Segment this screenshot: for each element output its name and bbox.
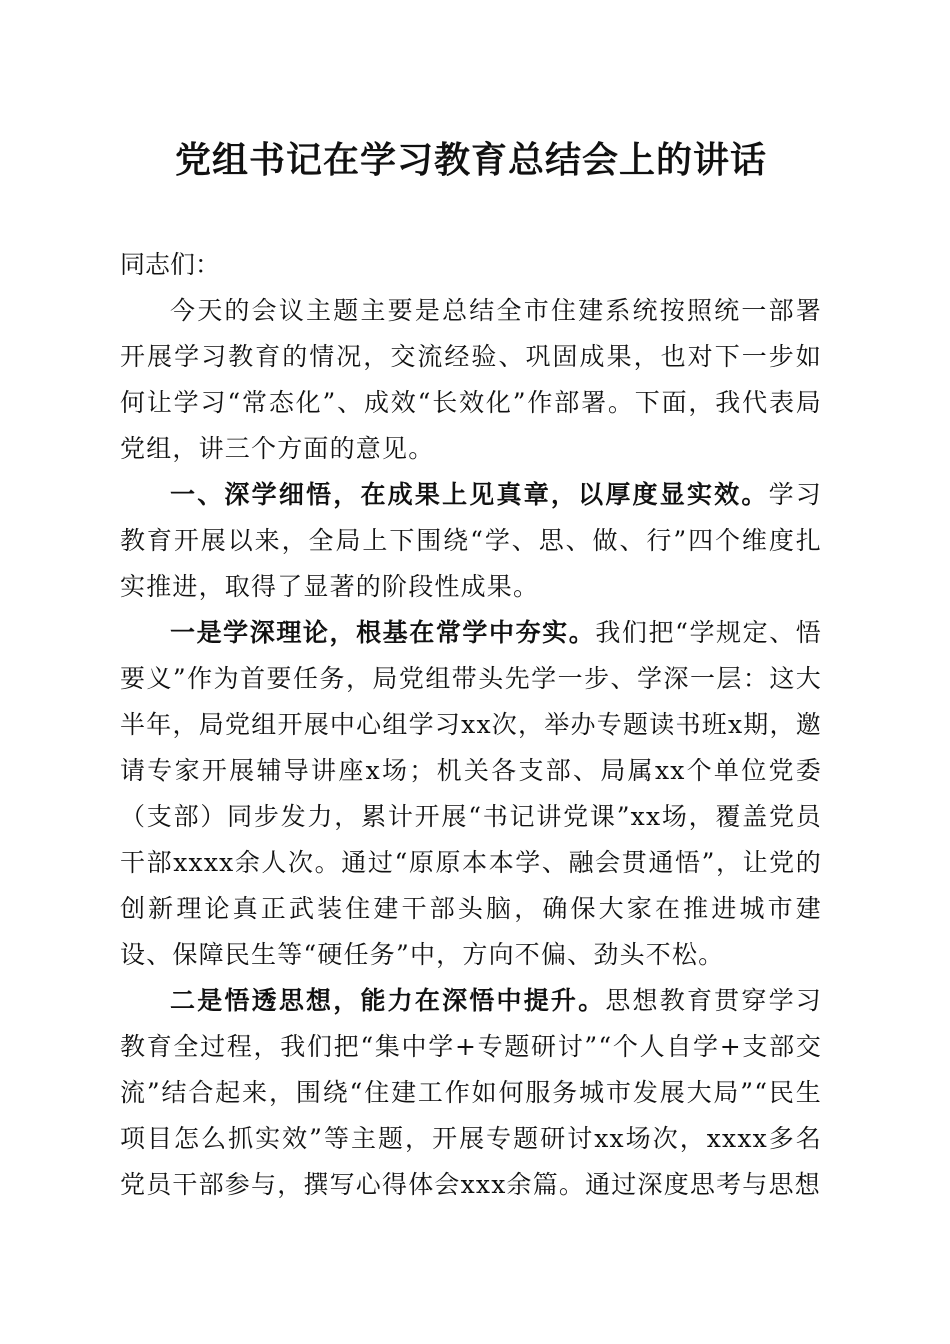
document-page xyxy=(120,130,822,1208)
point-heading: 一是学深理论，根基在常学中夯实。 xyxy=(170,618,596,647)
paragraph-body: 我们把“学规定、悟要义”作为首要任务，局党组带头先学一步、学深一层：这大半年，局党组开展中心组学习xx次，举办专题读书班x期，邀请专家开展辅导讲座x场；机关各支部、局属xx个单位党委（支部）同步发力，累计开展“书记讲党课”xx场，覆盖党员干部xxxx余人次。通过“原原本本学、融会贯通悟”，让党的创新理论真正武装住建干部头脑，确保大家在推进城市建设、保障民生等“硬任务”中，方向不偏、劲头不松。 xyxy=(120,618,822,969)
paragraph-section-one xyxy=(120,472,822,610)
section-heading: 一、深学细悟，在成果上见真章，以厚度显实效。 xyxy=(170,480,769,509)
paragraph-body: 思想教育贯穿学习教育全过程，我们把“集中学+专题研讨”“个人自学+支部交流”结合起来，围绕“住建工作如何服务城市发展大局”“民生项目怎么抓实效”等主题，开展专题研讨xx场次，xxxx多名党员干部参与，撰写心得体会xxx余篇。通过深度思考与思想 xyxy=(120,986,823,1199)
paragraph-intro xyxy=(120,288,822,472)
paragraph-point-two xyxy=(120,978,822,1208)
paragraph-point-one xyxy=(120,610,822,978)
salutation: 同志们： xyxy=(120,250,221,279)
document-title: 党组书记在学习教育总结会上的讲话 xyxy=(174,139,767,181)
paragraph-body: 今天的会议主题主要是总结全市住建系统按照统一部署开展学习教育的情况，交流经验、巩固成果，也对下一步如何让学习“常态化”、成效“长效化”作部署。下面，我代表局党组，讲三个方面的意见。 xyxy=(120,296,822,463)
paragraph-body: 学习教育开展以来，全局上下围绕“学、思、做、行”四个维度扎实推进，取得了显著的阶段性成果。 xyxy=(120,480,823,601)
point-heading: 二是悟透思想，能力在深悟中提升。 xyxy=(170,986,606,1015)
